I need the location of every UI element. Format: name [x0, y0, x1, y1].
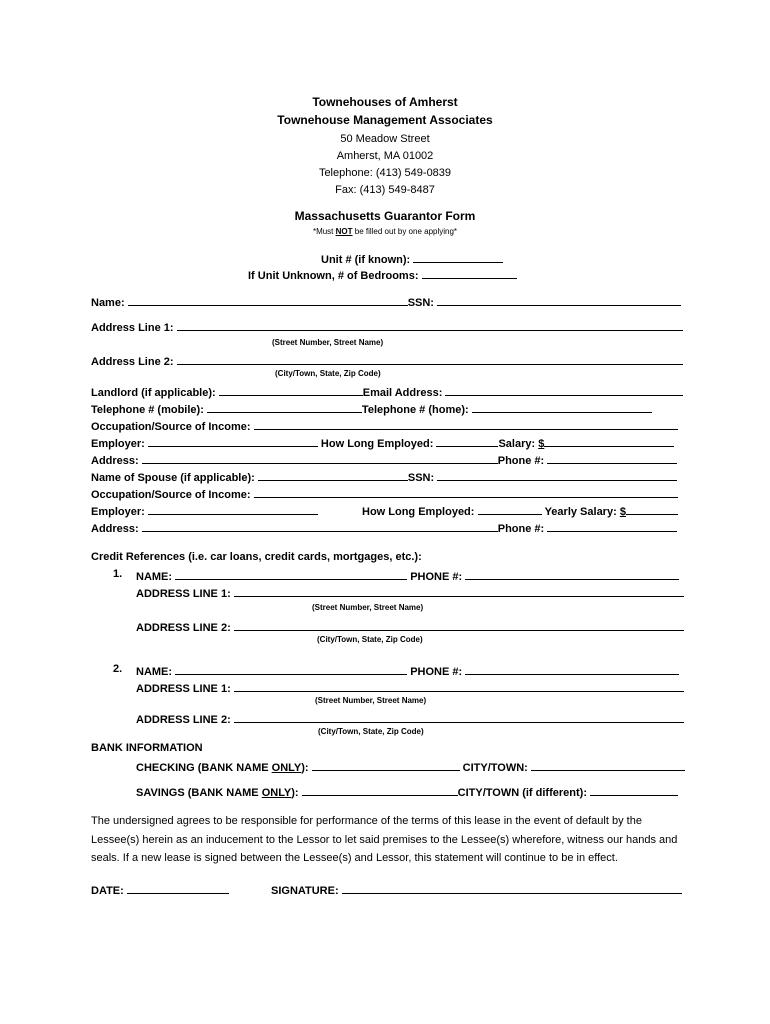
- ref1-address2-field[interactable]: [234, 619, 684, 631]
- date-field[interactable]: [127, 882, 229, 894]
- ref1-name-label: NAME:: [136, 571, 173, 583]
- spouse-name-label: Name of Spouse (if applicable):: [91, 472, 255, 484]
- savings-label: [136, 787, 299, 800]
- ref1-name-row: [136, 568, 679, 584]
- form-note-suffix: be filled out by one applying*: [352, 227, 458, 236]
- form-note: [0, 227, 770, 236]
- spouse-ssn-field[interactable]: [437, 469, 677, 481]
- checking-field[interactable]: [312, 759, 460, 771]
- address2-field[interactable]: [177, 353, 683, 365]
- spouse-salary-label: Yearly Salary:: [544, 506, 617, 518]
- employer-field[interactable]: [148, 435, 318, 447]
- ref1-address2-row: [136, 619, 684, 635]
- ref2-phone-field[interactable]: [465, 663, 679, 675]
- savings-city-field[interactable]: [590, 784, 678, 796]
- employer-phone-label: Phone #:: [497, 455, 545, 467]
- name-label: Name:: [91, 297, 125, 309]
- checking-suffix: ):: [301, 762, 309, 774]
- ref2-address2-label: ADDRESS LINE 2:: [136, 714, 231, 726]
- address1-field[interactable]: [177, 319, 683, 331]
- form-note-prefix: *Must: [312, 227, 336, 236]
- checking-label: [136, 762, 309, 775]
- ref1-phone-field[interactable]: [465, 568, 679, 580]
- company-name: Townehouses of Amherst: [312, 95, 458, 109]
- ref1-phone-label: PHONE #:: [410, 571, 463, 583]
- name-row: [91, 294, 681, 310]
- checking-prefix: CHECKING (BANK NAME: [136, 762, 272, 774]
- bedrooms-label: If Unit Unknown, # of Bedrooms:: [248, 270, 419, 282]
- spouse-phone-label: Phone #:: [497, 523, 545, 535]
- ref1-address1-field[interactable]: [234, 585, 684, 597]
- ref2-phone-label: PHONE #:: [410, 666, 463, 678]
- address1-row: [91, 319, 683, 335]
- savings-suffix: ):: [291, 787, 299, 799]
- address1-label: Address Line 1:: [91, 322, 174, 334]
- occupation-row: [91, 418, 678, 434]
- form-title: Massachusetts Guarantor Form: [294, 209, 476, 223]
- telephone-row: [91, 401, 652, 417]
- spouse-address-label: Address:: [91, 523, 139, 535]
- spouse-how-long-row: [362, 503, 678, 519]
- address1-hint: (Street Number, Street Name): [272, 338, 384, 347]
- spouse-how-long-label: How Long Employed:: [362, 506, 475, 518]
- ref1-address2-hint: (City/Town, State, Zip Code): [317, 635, 423, 644]
- ssn-label: SSN:: [407, 297, 434, 309]
- ref1-address2-label: ADDRESS LINE 2:: [136, 622, 231, 634]
- spouse-occupation-label: Occupation/Source of Income:: [91, 489, 251, 501]
- spouse-employer-row: [91, 503, 318, 519]
- how-long-field[interactable]: [436, 435, 498, 447]
- home-label: Telephone # (home):: [361, 404, 469, 416]
- occupation-label: Occupation/Source of Income:: [91, 421, 251, 433]
- landlord-field[interactable]: [219, 384, 363, 396]
- spouse-employer-label: Employer:: [91, 506, 145, 518]
- checking-row: [136, 759, 685, 775]
- how-long-label: How Long Employed:: [320, 438, 434, 450]
- checking-city-field[interactable]: [531, 759, 685, 771]
- address2-row: [91, 353, 683, 369]
- bedrooms-field[interactable]: [422, 267, 517, 279]
- ref2-address1-hint: (Street Number, Street Name): [315, 696, 427, 705]
- unit-row: [321, 251, 503, 267]
- savings-row: [136, 784, 678, 800]
- salary-label: Salary:: [498, 438, 536, 450]
- spouse-phone-field[interactable]: [547, 520, 677, 532]
- occupation-field[interactable]: [254, 418, 678, 430]
- landlord-label: Landlord (if applicable):: [91, 387, 216, 399]
- spouse-name-row: [91, 469, 677, 485]
- ref1-name-field[interactable]: [175, 568, 407, 580]
- bedrooms-row: [248, 267, 517, 283]
- email-field[interactable]: [445, 384, 683, 396]
- ref1-number: 1.: [113, 568, 123, 580]
- spouse-address-field[interactable]: [142, 520, 498, 532]
- savings-emphasis: ONLY: [261, 787, 292, 799]
- ref2-address2-row: [136, 711, 684, 727]
- spouse-ssn-label: SSN:: [407, 472, 435, 484]
- spouse-name-field[interactable]: [258, 469, 408, 481]
- home-field[interactable]: [472, 401, 652, 413]
- savings-field[interactable]: [302, 784, 458, 796]
- employer-label: Employer:: [91, 438, 145, 450]
- employer-phone-field[interactable]: [547, 452, 677, 464]
- ref2-number: 2.: [113, 663, 123, 675]
- savings-prefix: SAVINGS (BANK NAME: [136, 787, 262, 799]
- credit-heading: Credit References (i.e. car loans, credit cards, mortgages, etc.):: [91, 551, 422, 563]
- form-note-emphasis: NOT: [335, 227, 353, 236]
- email-label: Email Address:: [362, 387, 443, 399]
- company-street: 50 Meadow Street: [340, 133, 430, 145]
- ref2-name-row: [136, 663, 679, 679]
- spouse-occupation-field[interactable]: [254, 486, 678, 498]
- address2-hint: (City/Town, State, Zip Code): [275, 369, 381, 378]
- employer-address-label: Address:: [91, 455, 139, 467]
- ssn-field[interactable]: [437, 294, 681, 306]
- checking-emphasis: ONLY: [271, 762, 302, 774]
- date-row: [91, 882, 229, 898]
- address2-label: Address Line 2:: [91, 356, 174, 368]
- signature-row: [271, 882, 682, 898]
- employer-row: [91, 435, 674, 451]
- name-field[interactable]: [128, 294, 408, 306]
- agreement-text: The undersigned agrees to be responsible for performance of the terms of this lease in the event of default by the Lessee(s) herein as an inducement to the Lessor to let said premises to the Lessee(s) wherefore, witness our hands and seals. If a new lease is signed between the Lessee(s) and Lessor, this statement will continue to be in effect.: [91, 815, 678, 864]
- ref2-address1-row: [136, 680, 684, 696]
- mobile-label: Telephone # (mobile):: [91, 404, 204, 416]
- spouse-salary-field[interactable]: [626, 503, 678, 515]
- ref1-address1-row: [136, 585, 684, 601]
- bank-heading: BANK INFORMATION: [91, 742, 203, 754]
- company-fax: Fax: (413) 549-8487: [335, 184, 435, 196]
- spouse-how-long-field[interactable]: [478, 503, 542, 515]
- checking-city-label: CITY/TOWN:: [462, 762, 528, 774]
- spouse-employer-field[interactable]: [148, 503, 318, 515]
- ref1-address1-hint: (Street Number, Street Name): [312, 603, 424, 612]
- employer-address-field[interactable]: [142, 452, 498, 464]
- unit-label: Unit # (if known):: [321, 254, 411, 266]
- ref2-name-field[interactable]: [175, 663, 407, 675]
- management-name: Townehouse Management Associates: [277, 113, 493, 127]
- salary-field[interactable]: [544, 435, 674, 447]
- signature-label: SIGNATURE:: [271, 885, 339, 897]
- company-telephone: Telephone: (413) 549-0839: [318, 167, 452, 179]
- company-city: Amherst, MA 01002: [336, 150, 434, 162]
- ref1-address1-label: ADDRESS LINE 1:: [136, 588, 231, 600]
- ref2-address2-hint: (City/Town, State, Zip Code): [318, 727, 424, 736]
- ref2-address1-label: ADDRESS LINE 1:: [136, 683, 231, 695]
- ref2-address1-field[interactable]: [234, 680, 684, 692]
- ref2-name-label: NAME:: [136, 666, 173, 678]
- spouse-address-row: [91, 520, 677, 536]
- date-label: DATE:: [91, 885, 124, 897]
- salary-symbol: $: [538, 438, 545, 450]
- employer-address-row: [91, 452, 677, 468]
- unit-field[interactable]: [413, 251, 503, 263]
- spouse-occupation-row: [91, 486, 678, 502]
- mobile-field[interactable]: [207, 401, 362, 413]
- signature-field[interactable]: [342, 882, 682, 894]
- savings-city-label: CITY/TOWN (if different):: [457, 787, 587, 799]
- spouse-salary-symbol: $: [619, 506, 626, 518]
- landlord-row: [91, 384, 683, 400]
- ref2-address2-field[interactable]: [234, 711, 684, 723]
